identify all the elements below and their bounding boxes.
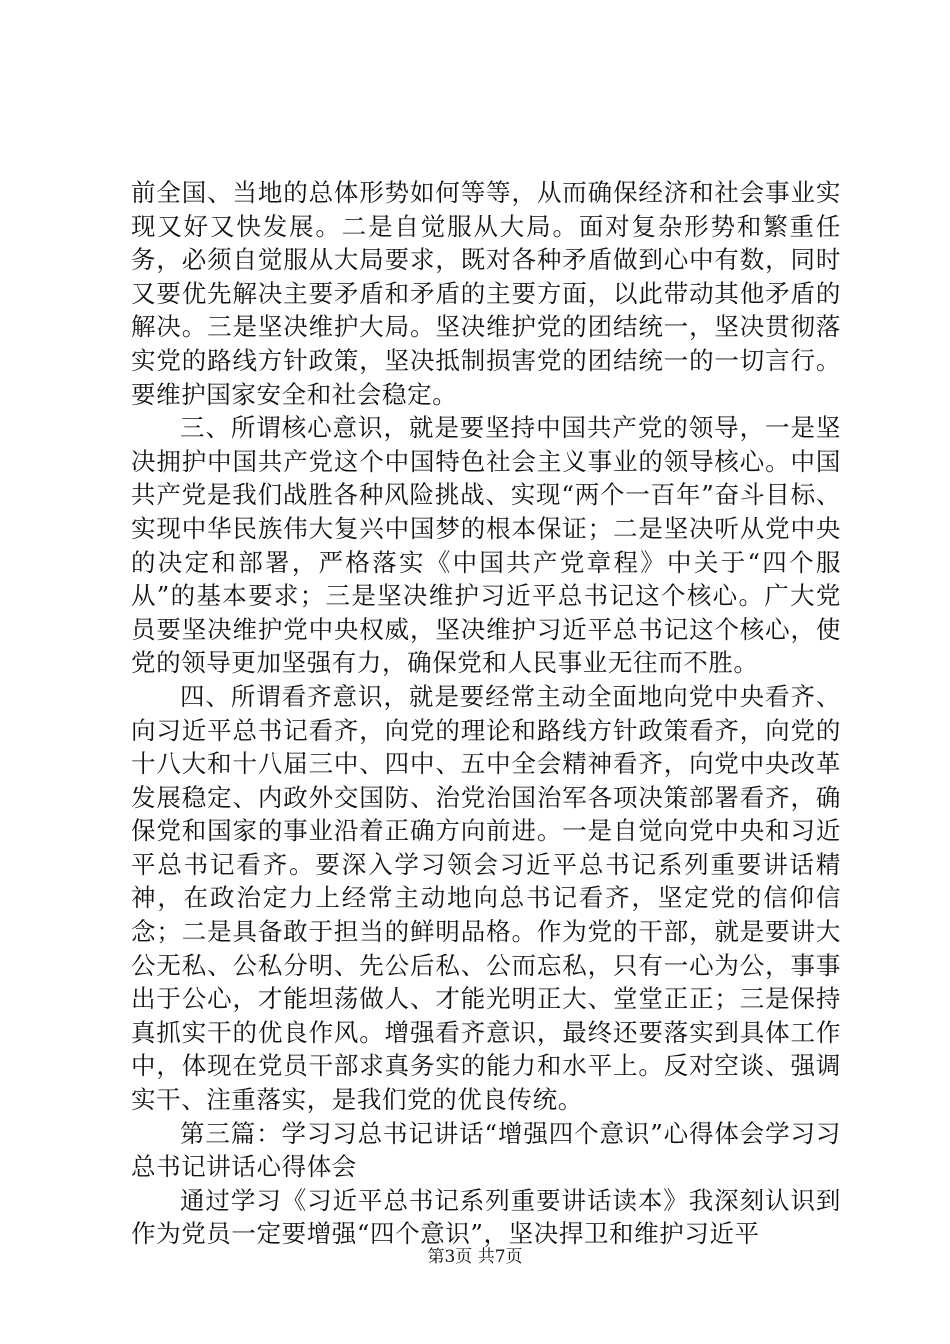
document-body (131, 176, 841, 1251)
paragraph-continuation: 前全国、当地的总体形势如何等等，从而确保经济和社会事业实现又好又快发展。二是自觉服从大局。面对复杂形势和繁重任务，必须自觉服从大局要求，既对各种矛盾做到心中有数，同时又要优先解决主要矛盾和矛盾的主要方面，以此带动其他矛盾的解决。三是坚决维护大局。坚决维护党的团结统一，坚决贯彻落实党的路线方针政策，坚决抵制损害党的团结统一的一切言行。要维护国家安全和社会稳定。 (131, 178, 841, 409)
paragraph-core-awareness: 三、所谓核心意识，就是要坚持中国共产党的领导，一是坚决拥护中国共产党这个中国特色社会主义事业的领导核心。中国共产党是我们战胜各种风险挑战、实现“两个一百年”奋斗目标、实现中华民族伟大复兴中国梦的根本保证；二是坚决听从党中央的决定和部署，严格落实《中国共产党章程》中关于“四个服从”的基本要求；三是坚决维护习近平总书记这个核心。广大党员要坚决维护党中央权威，坚决维护习近平总书记这个核心，使党的领导更加坚强有力，确保党和人民事业无往而不胜。 (131, 413, 841, 678)
page-number-footer: 第3页 共7页 (427, 1247, 523, 1267)
paragraph-alignment-awareness: 四、所谓看齐意识，就是要经常主动全面地向党中央看齐、向习近平总书记看齐，向党的理论和路线方针政策看齐，向党的十八大和十八届三中、四中、五中全会精神看齐，向党中央改革发展稳定、内政外交国防、治党治国治军各项决策部署看齐，确保党和国家的事业沿着正确方向前进。一是自觉向党中央和习近平总书记看齐。要深入学习领会习近平总书记系列重要讲话精神，在政治定力上经常主动地向总书记看齐，坚定党的信仰信念；二是具备敢于担当的鲜明品格。作为党的干部，就是要讲大公无私、公私分明、先公后私、公而忘私，只有一心为公，事事出于公心，才能坦荡做人、才能光明正大、堂堂正正；三是保持真抓实干的优良作风。增强看齐意识，最终还要落实到具体工作中，体现在党员干部求真务实的能力和水平上。反对空谈、强调实干、注重落实，是我们党的优良传统。 (131, 681, 841, 1115)
section-heading-third: 第三篇：学习习总书记讲话“增强四个意识”心得体会学习习总书记讲话心得体会 (131, 1118, 841, 1182)
paragraph-third-intro: 通过学习《习近平总书记系列重要讲话读本》我深刻认识到作为党员一定要增强“四个意识”，坚决捍卫和维护习近平 (131, 1185, 841, 1249)
